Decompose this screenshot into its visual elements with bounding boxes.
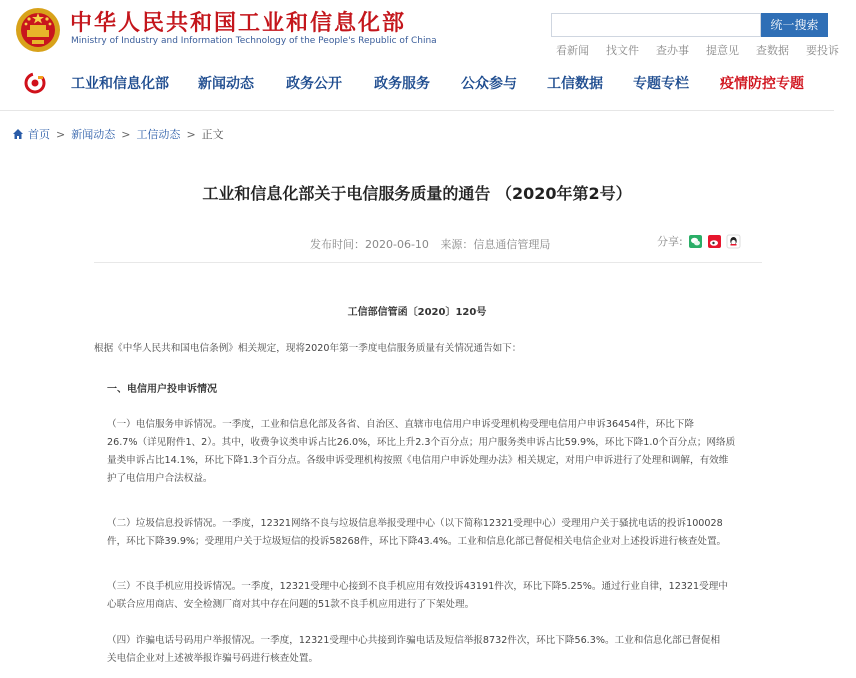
national-emblem-icon	[14, 6, 62, 54]
site-subtitle-english: Ministry of Industry and Information Technology of the People's Republic of China	[71, 36, 437, 46]
main-nav	[0, 68, 834, 98]
nav-item-miit[interactable]: 工业和信息化部	[71, 76, 169, 92]
nav-item-public-participation[interactable]: 公众参与	[461, 76, 517, 92]
home-icon[interactable]	[12, 128, 24, 140]
quick-link-services[interactable]: 查办事	[656, 44, 689, 57]
nav-item-data[interactable]: 工信数据	[547, 76, 603, 92]
weibo-share-icon[interactable]	[708, 235, 721, 248]
intro-paragraph: 根据《中华人民共和国电信条例》相关规定，现将2020年第一季度电信服务质量有关情况通告如下：	[94, 343, 522, 354]
search-input[interactable]	[551, 13, 761, 37]
share-label: 分享:	[657, 235, 683, 248]
breadcrumb-separator: >	[56, 127, 66, 141]
breadcrumb-current: 正文	[201, 128, 224, 141]
search-button[interactable]: 统一搜索	[761, 13, 828, 37]
quick-link-news[interactable]: 看新闻	[556, 44, 589, 57]
miit-logo-icon	[24, 72, 46, 94]
share-bar	[657, 233, 740, 249]
meta-divider	[94, 262, 762, 263]
paragraph-app-complaints: （三）不良手机应用投诉情况。一季度，12321受理中心接到不良手机应用有效投诉43191件次，环比下降5.25%。通过行业自律，12321受理中 心联合应用商店、安全检测厂商对其中存在问题的51款不良手机应用进行了下架处理。	[107, 581, 728, 610]
nav-item-epidemic[interactable]: 疫情防控专题	[720, 76, 804, 92]
document-number: 工信部信管函〔2020〕120号	[347, 307, 487, 318]
section-heading: 一、电信用户投申诉情况	[107, 384, 217, 395]
quick-links	[556, 42, 856, 58]
quick-link-files[interactable]: 找文件	[606, 44, 639, 57]
nav-item-services[interactable]: 政务服务	[374, 76, 430, 92]
site-title[interactable]: 中华人民共和国工业和信息化部	[70, 11, 407, 36]
breadcrumb-separator: >	[186, 127, 196, 141]
quick-link-data[interactable]: 查数据	[756, 44, 789, 57]
breadcrumb-separator: >	[121, 127, 131, 141]
breadcrumb-miit-news[interactable]: 工信动态	[136, 128, 181, 141]
breadcrumb	[12, 126, 224, 142]
nav-item-news[interactable]: 新闻动态	[198, 76, 254, 92]
paragraph-fraud-reports: （四）诈骗电话号码用户举报情况。一季度，12321受理中心共接到诈骗电话及短信举报8732件次，环比下降56.3%。工业和信息化部已督促相 关电信企业对上述被举报诈骗号码进行核查处置。	[107, 635, 721, 664]
breadcrumb-news[interactable]: 新闻动态	[71, 128, 116, 141]
qq-share-icon[interactable]	[727, 235, 740, 248]
paragraph-telecom-complaints: （一）电信服务申诉情况。一季度，工业和信息化部及各省、自治区、直辖市电信用户申诉受理机构受理电信用户申诉36454件，环比下降 26.7%（详见附件1、2）。其中，收费争议类申诉占比26.0%，环比上升2.3个百分点；用户服务类申诉占比59.9%，环比下降1.0个百分点；网络质 量类申诉占比14.1%，环比下降1.3个百分点。各级申诉受理机构按照《电信用户申诉处理办法》相关规定，对用户申诉进行了处理和调解，有效维 护了电信用户合法权益。	[107, 419, 736, 484]
nav-divider	[0, 110, 834, 111]
publish-date: 发布时间：2020-06-10	[310, 238, 429, 251]
article-meta	[310, 236, 558, 252]
paragraph-spam-complaints: （二）垃圾信息投诉情况。一季度，12321网络不良与垃圾信息举报受理中心（以下简称12321受理中心）受理用户关于骚扰电话的投诉100028 件，环比下降39.9%；受理用户关于垃圾短信的投诉58268件，环比下降43.4%。工业和信息化部已督促相关电信企业对上述投诉进行核查处置。	[107, 518, 727, 547]
wechat-share-icon[interactable]	[689, 235, 702, 248]
breadcrumb-home[interactable]: 首页	[28, 128, 50, 141]
quick-link-feedback[interactable]: 提意见	[706, 44, 739, 57]
article-source: 来源：信息通信管理局	[440, 238, 551, 251]
article-title: 工业和信息化部关于电信服务质量的通告 （2020年第2号）	[202, 184, 632, 203]
nav-item-topics[interactable]: 专题专栏	[633, 76, 689, 92]
quick-link-complaint[interactable]: 要投诉	[806, 44, 839, 57]
nav-item-government-affairs[interactable]: 政务公开	[286, 76, 342, 92]
